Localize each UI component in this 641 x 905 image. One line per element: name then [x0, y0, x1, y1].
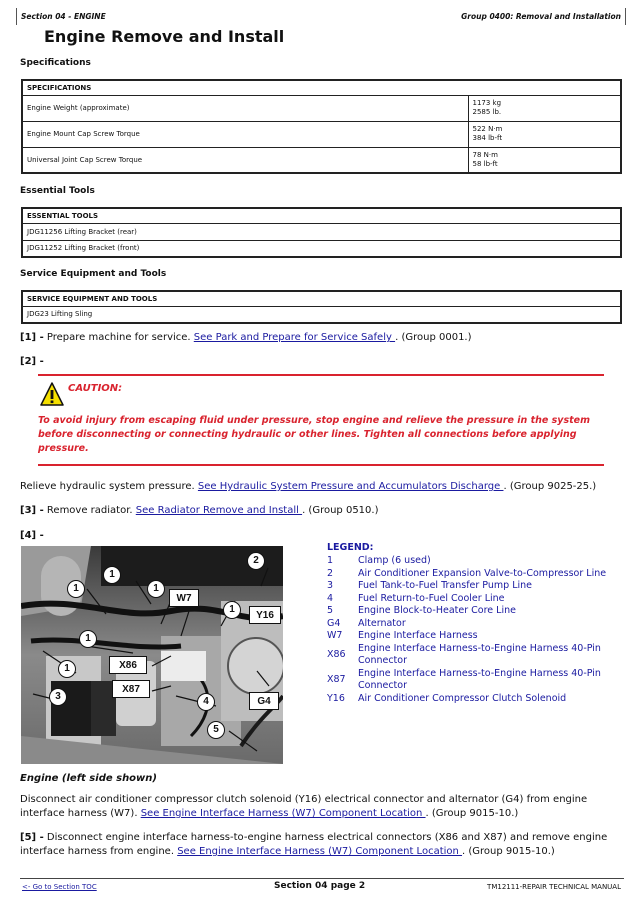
table-row: JDG23 Lifting Sling [22, 306, 621, 323]
section-label: Section 04 - ENGINE [21, 12, 106, 21]
essential-tools-heading: Essential Tools [20, 186, 95, 196]
tag-w7: W7 [169, 589, 199, 607]
spec-label: Engine Mount Cap Screw Torque [22, 121, 468, 147]
table-header: SERVICE EQUIPMENT AND TOOLS [22, 291, 621, 306]
step-number: [2] - [20, 356, 44, 367]
specifications-heading: Specifications [20, 58, 91, 68]
legend-item: G4 Alternator [327, 617, 406, 629]
legend-item: 1 Clamp (6 used) [327, 555, 431, 566]
step-number: [3] - [20, 505, 44, 516]
caution-title: CAUTION: [68, 383, 123, 394]
spec-value: 1173 kg 2585 lb. [468, 95, 621, 121]
page-title: Engine Remove and Install [44, 27, 285, 46]
caution-text: To avoid injury from escaping fluid under pressure, stop engine and relieve the pressure in the system before disconnecting or connecting hydraulic or other lines. Tighten all connections before applying pressure. [38, 415, 591, 454]
step-5: [5] - Disconnect engine interface harness-to-engine harness electrical connectors (X86 and X87) and remove engine interface harness from engine. See Engine Interface Harness (W7) Component Location . (Group 9015-10.) [20, 832, 608, 857]
page-header [16, 8, 626, 25]
manual-title: TM12111-REPAIR TECHNICAL MANUAL [487, 883, 621, 891]
tag-x86: X86 [109, 656, 147, 674]
legend-title: LEGEND: [327, 542, 374, 553]
callout-1: 1 [147, 580, 165, 598]
callout-4: 4 [197, 693, 215, 711]
specifications-table [21, 79, 622, 174]
callout-2: 2 [247, 552, 265, 570]
step-1: [1] - Prepare machine for service. See Park and Prepare for Service Safely . (Group 0001.) [20, 332, 472, 343]
caution-top-rule [38, 374, 604, 376]
tag-y16: Y16 [249, 606, 281, 624]
step-3: [3] - Remove radiator. See Radiator Remove and Install . (Group 0510.) [20, 505, 379, 516]
spec-value: 522 N·m 384 lb-ft [468, 121, 621, 147]
go-to-section-toc-link[interactable]: <- Go to Section TOC [22, 883, 97, 891]
callout-1: 1 [103, 566, 121, 584]
hydraulic-pressure-link[interactable]: See Hydraulic System Pressure and Accumulators Discharge [197, 481, 504, 492]
service-equipment-heading: Service Equipment and Tools [20, 269, 167, 279]
callout-1: 1 [223, 601, 241, 619]
callout-1: 1 [67, 580, 85, 598]
service-equipment-table [21, 290, 622, 324]
figure-caption: Engine (left side shown) [20, 773, 157, 784]
table-header: SPECIFICATIONS [22, 80, 621, 95]
essential-tools-table [21, 207, 622, 258]
step-4 [20, 530, 44, 541]
table-row [22, 147, 621, 173]
table-row: JDG11252 Lifting Bracket (front) [22, 240, 621, 257]
callout-3: 3 [49, 688, 67, 706]
step-2-text: Relieve hydraulic system pressure. See Hydraulic System Pressure and Accumulators Discharge . (Group 9025-25.) [20, 481, 597, 492]
table-header: ESSENTIAL TOOLS [22, 208, 621, 223]
spec-label: Engine Weight (approximate) [22, 95, 468, 121]
tag-g4: G4 [249, 692, 279, 710]
engine-illustration [21, 546, 283, 764]
legend-item: Y16 Air Conditioner Compressor Clutch Solenoid [327, 692, 567, 704]
step-2 [20, 356, 44, 367]
step-number: [1] - [20, 332, 44, 343]
caution-bottom-rule [38, 464, 604, 466]
table-row [22, 121, 621, 147]
legend-item: X87 Engine Interface Harness-to-Engine Harness 40-Pin Connector [327, 667, 601, 691]
legend-item: W7 Engine Interface Harness [327, 630, 478, 641]
step-number: [4] - [20, 530, 44, 541]
warning-triangle-icon [40, 382, 64, 406]
harness-location-link[interactable]: See Engine Interface Harness (W7) Component Location [140, 808, 426, 819]
step-number: [5] - [20, 832, 44, 843]
spec-label: Universal Joint Cap Screw Torque [22, 147, 468, 173]
harness-location-link[interactable]: See Engine Interface Harness (W7) Component Location [177, 846, 463, 857]
legend-item: X86 Engine Interface Harness-to-Engine Harness 40-Pin Connector [327, 642, 601, 666]
spec-value: 78 N·m 58 lb-ft [468, 147, 621, 173]
callout-1: 1 [58, 660, 76, 678]
page-number: Section 04 page 2 [274, 881, 366, 891]
legend-item: 5 Engine Block-to-Heater Core Line [327, 605, 516, 616]
legend-item: 2 Air Conditioner Expansion Valve-to-Compressor Line [327, 567, 607, 579]
step-4-text: Disconnect air conditioner compressor clutch solenoid (Y16) electrical connector and alternator (G4) from engine interface harness (W7). See Engine Interface Harness (W7) Component Location . (Group 9015-10.) [20, 794, 588, 819]
tag-x87: X87 [112, 680, 150, 698]
engine-photo [21, 546, 283, 764]
table-row [22, 95, 621, 121]
legend-item: 3 Fuel Tank-to-Fuel Transfer Pump Line [327, 580, 532, 591]
figure-legend [327, 542, 627, 705]
radiator-link[interactable]: See Radiator Remove and Install [135, 505, 303, 516]
group-label: Group 0400: Removal and Installation [461, 12, 621, 21]
table-row: JDG11256 Lifting Bracket (rear) [22, 223, 621, 240]
park-prepare-link[interactable]: See Park and Prepare for Service Safely [193, 332, 396, 343]
callout-1: 1 [79, 630, 97, 648]
caution-box [38, 374, 604, 468]
legend-item: 4 Fuel Return-to-Fuel Cooler Line [327, 592, 505, 604]
callout-5: 5 [207, 721, 225, 739]
footer-rule [20, 878, 624, 879]
